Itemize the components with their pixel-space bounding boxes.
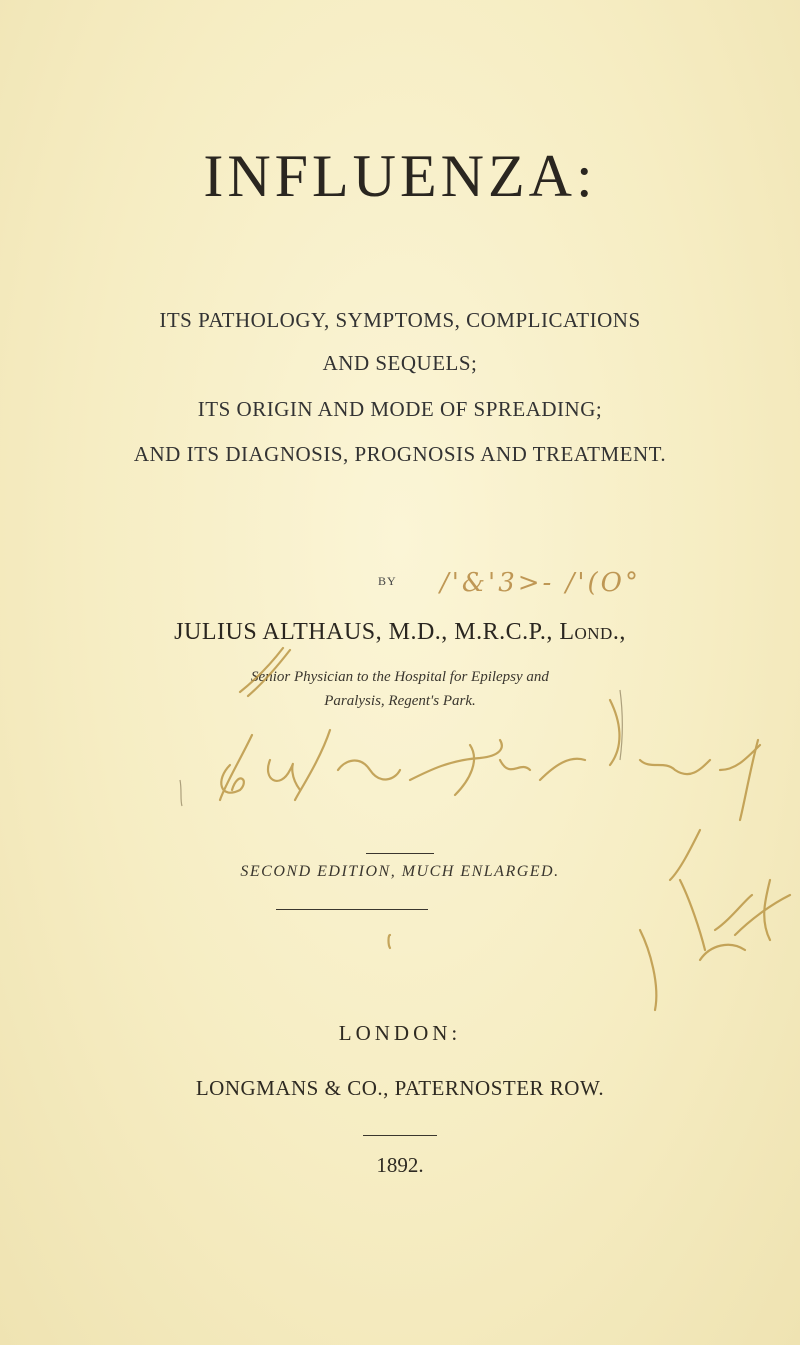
by-label: BY <box>378 574 397 588</box>
affiliation-line-1: Senior Physician to the Hospital for Epilepsy and <box>251 669 549 685</box>
divider-rule-middle <box>276 909 428 910</box>
author-suffix: Lond., <box>559 619 626 645</box>
affiliation-line-2: Paralysis, Regent's Park. <box>324 693 476 709</box>
imprint-year: 1892. <box>376 1153 424 1177</box>
subtitle-line-1: ITS PATHOLOGY, SYMPTOMS, COMPLICATIONS <box>159 308 641 332</box>
book-title: INFLUENZA: <box>203 143 597 209</box>
subtitle-line-4: AND ITS DIAGNOSIS, PROGNOSIS AND TREATMENT. <box>133 442 667 466</box>
imprint-city: LONDON: <box>338 1021 462 1045</box>
imprint-publisher: LONGMANS & CO., PATERNOSTER ROW. <box>195 1076 605 1100</box>
handwritten-catalogue-number: /'&'3>- /'(O° <box>440 568 641 598</box>
subtitle-line-2: AND SEQUELS; <box>322 351 478 375</box>
divider-rule-top <box>366 853 434 854</box>
author-name: JULIUS ALTHAUS, M.D., M.R.C.P., <box>174 619 560 645</box>
edition-statement: SECOND EDITION, MUCH ENLARGED. <box>240 863 560 880</box>
subtitle-line-3: ITS ORIGIN AND MODE OF SPREADING; <box>197 397 603 421</box>
divider-rule-bottom <box>363 1135 437 1136</box>
